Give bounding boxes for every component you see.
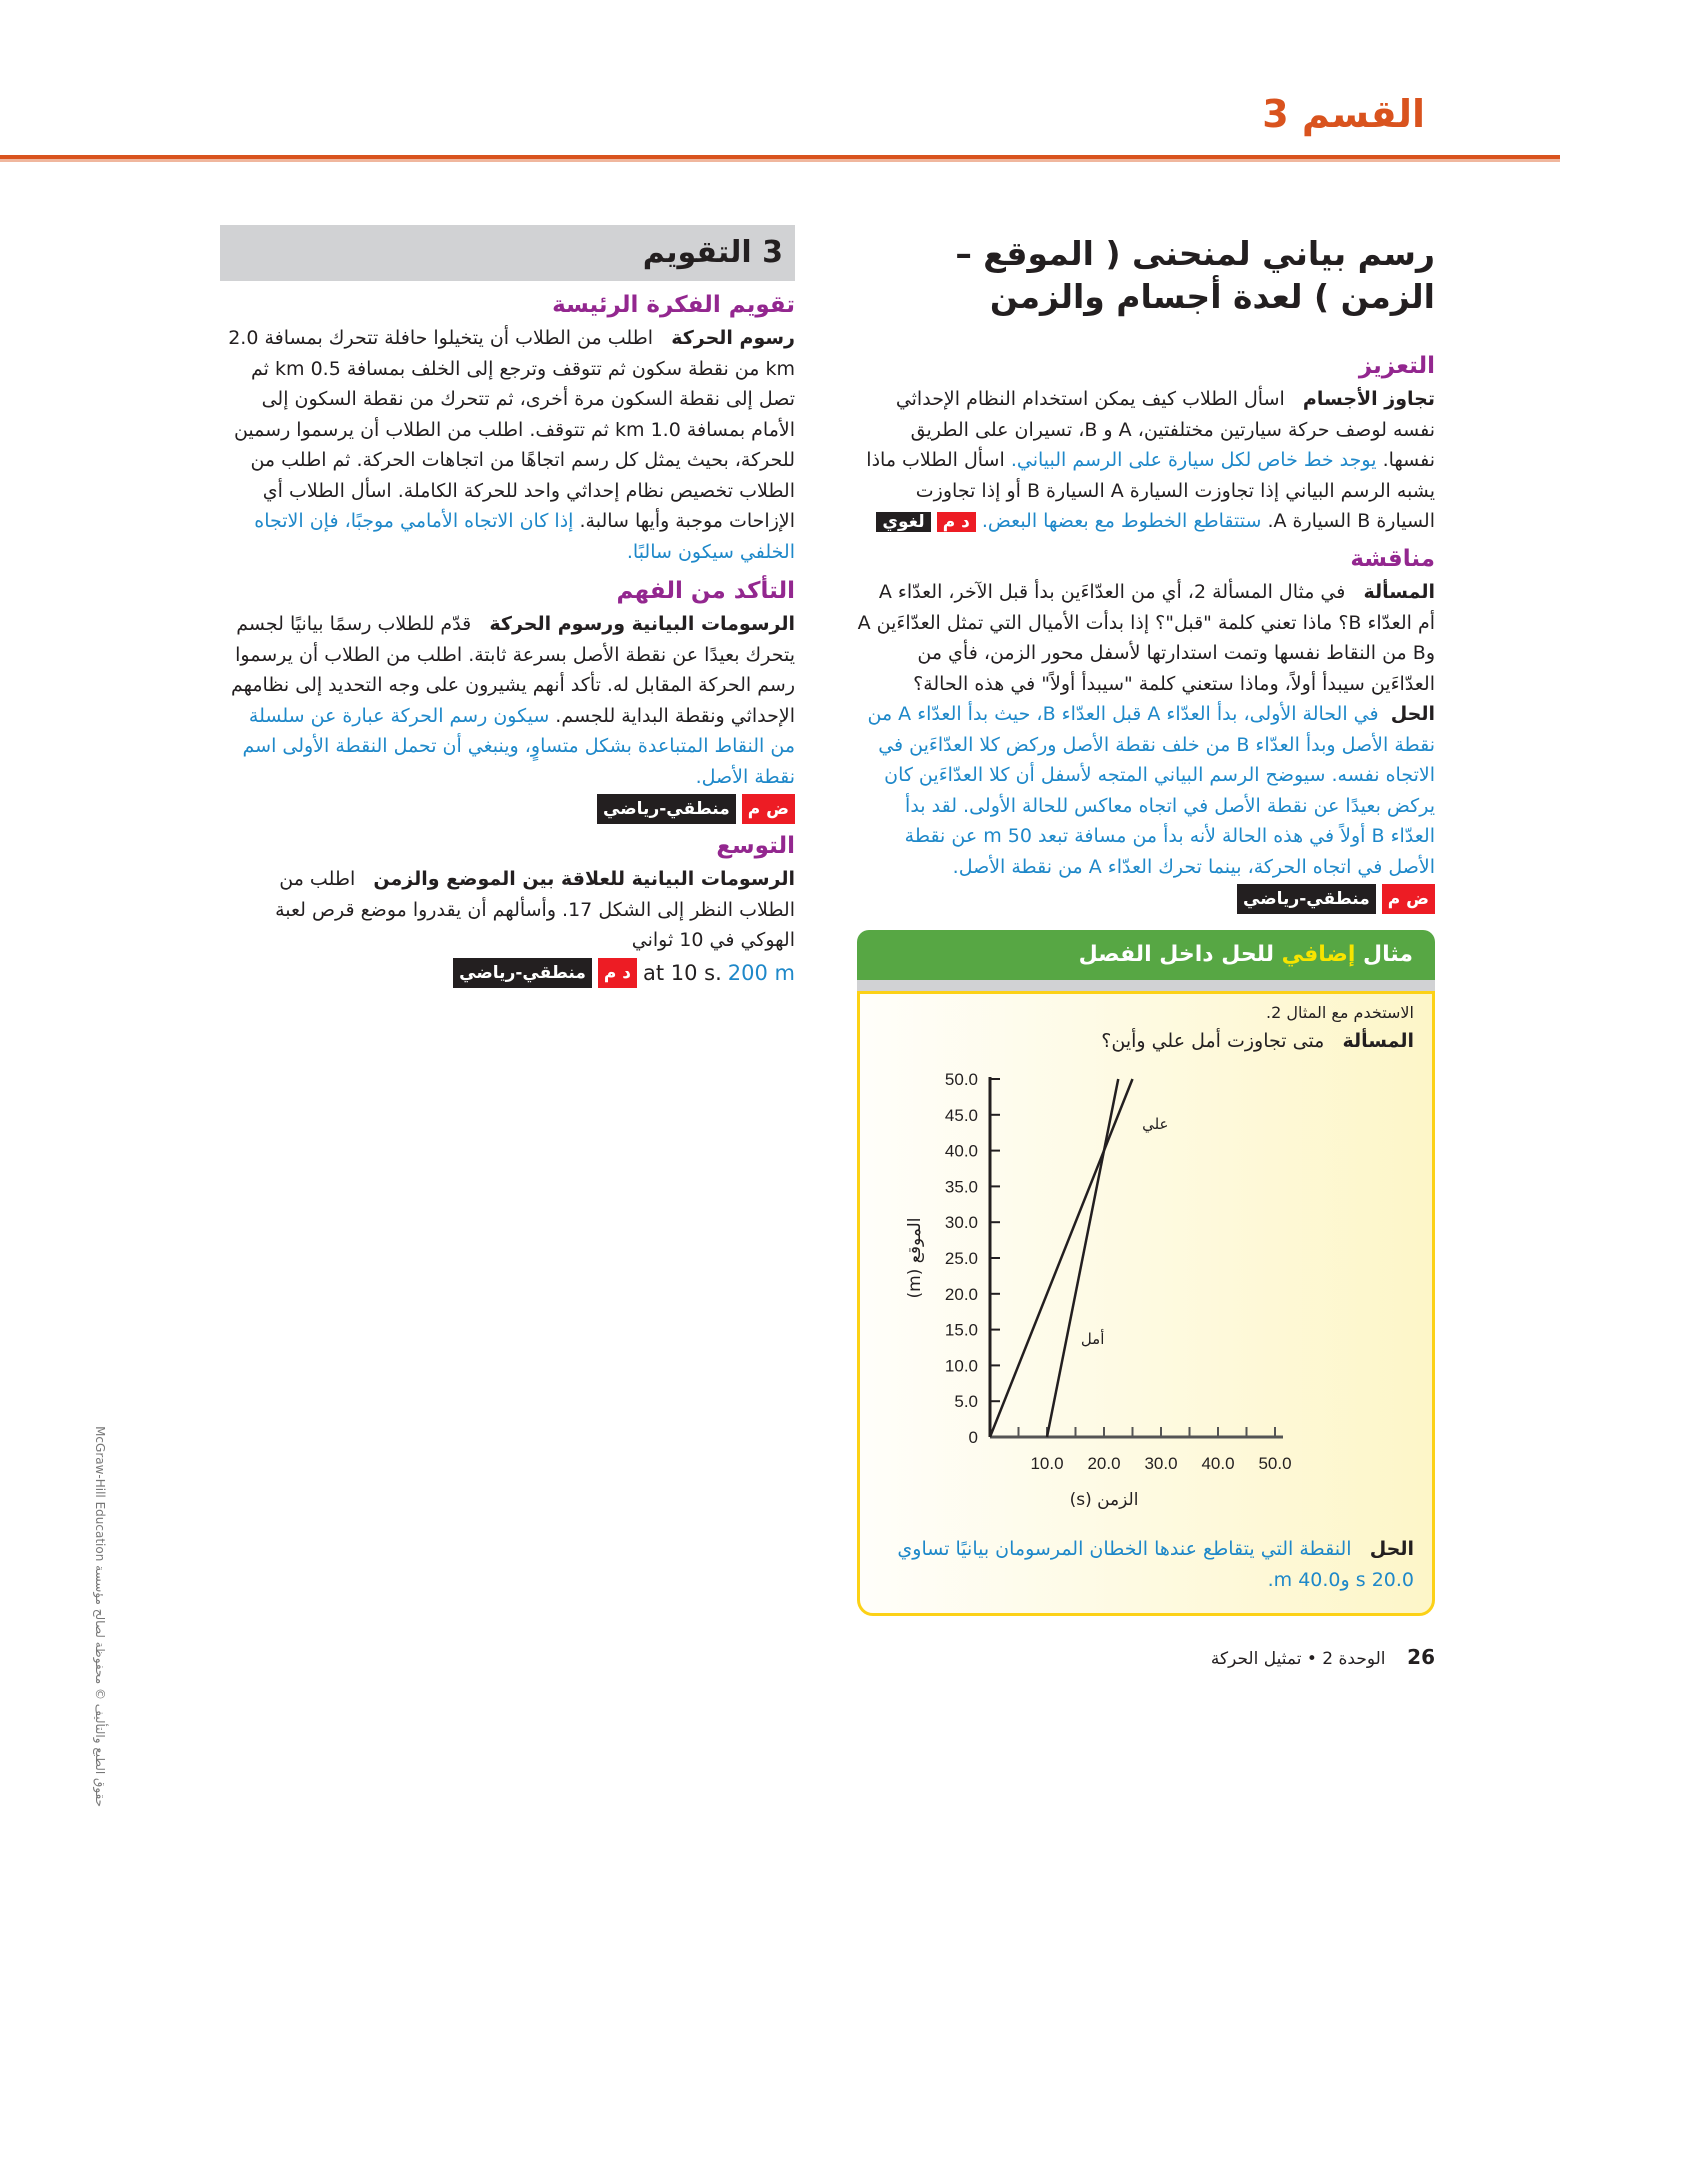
assessment-title: 3 التقويم xyxy=(642,235,783,270)
example-box xyxy=(857,991,1435,1616)
y-tick-label: 10.0 xyxy=(944,1356,978,1376)
header-rule xyxy=(0,155,1560,162)
example-solution xyxy=(878,1534,1414,1595)
check-answer: سيكون رسم الحركة عبارة عن سلسلة من النقاط المتباعدة بشكل متساوٍ، وينبغي أن تحمل النقطة الأولى اسم نقطة الأصل. xyxy=(242,704,795,788)
problem-lead: المسألة xyxy=(1342,1030,1414,1052)
example-title-b: إضافي xyxy=(1281,942,1356,967)
x-tick-label: 40.0 xyxy=(1201,1454,1235,1473)
example-header xyxy=(857,930,1435,980)
discussion-answer xyxy=(857,699,1435,882)
answer-text: في الحالة الأولى، بدأ العدّاء A قبل العدّاء B، حيث بدأ العدّاء A من نقطة الأصل وبدأ العدّاء B من خلف نقطة الأصل وركض كلا العدّاءَين في الاتجاه نفسه. سيوضح الرسم البياني المتجه لأسفل أن كلا العدّاءَين كان يركض بعيدًا عن نقطة الأصل في اتجاه معاكس للحالة الأولى. لقد بدأ العدّاء B أولاً في هذه الحالة لأنه بدأ من مسافة تبعد 50 m عن نقطة الأصل في اتجاه الحركة، بينما تحرك العدّاء A من نقطة الأصل. xyxy=(867,703,1435,878)
extend-paragraph xyxy=(220,864,795,956)
badge-style: منطقي-رياضي xyxy=(1237,884,1376,914)
extend-lead: الرسومات البيانية للعلاقة بين الموضع والزمن xyxy=(373,868,795,890)
y-tick-label: 50.0 xyxy=(944,1070,978,1089)
example-title-c: للحل داخل الفصل xyxy=(1078,942,1282,967)
series-label-2: أمل xyxy=(1080,1329,1105,1348)
discussion-question xyxy=(857,577,1435,699)
reinforce-text-2: اسأل الطلاب ماذا يشبه الرسم البياني إذا تجاوزت السيارة A السيارة B أو إذا تجاوزت السيارة B السيارة A. xyxy=(866,449,1435,532)
y-tick-label: 20.0 xyxy=(944,1284,978,1304)
check-text: قدّم للطلاب رسمًا بيانيًا لجسم يتحرك بعيدًا عن نقطة الأصل بسرعة ثابتة. اطلب من الطلاب أن يرسموا رسم الحركة المقابل له. تأكد أنهم يشيرون على وجه التحديد إلى نظامهم الإحداثي ونقطة البداية للجسم. xyxy=(230,613,795,727)
section-heading: القسم 3 xyxy=(1262,92,1425,136)
example-problem xyxy=(878,1026,1414,1056)
x-tick-label: 20.0 xyxy=(1087,1454,1121,1473)
badge-style: لغوي xyxy=(876,512,930,532)
badge-level: ض م xyxy=(742,794,795,824)
main-idea-heading: تقويم الفكرة الرئيسة xyxy=(552,292,795,318)
left-column xyxy=(220,225,795,988)
y-tick-label: 15.0 xyxy=(944,1320,978,1340)
badge-level: ض م xyxy=(1382,884,1435,914)
extend-heading: التوسع xyxy=(716,833,795,859)
unit-label: الوحدة 2 • تمثيل الحركة xyxy=(1210,1649,1386,1669)
copyright-note: حقوق الطبع والتأليف © محفوظة لصالح مؤسسة McGraw-Hill Education xyxy=(93,1426,107,1807)
check-lead: الرسومات البيانية ورسوم الحركة xyxy=(489,613,795,635)
extend-answer-suffix: at 10 s. xyxy=(642,960,722,985)
main-idea-paragraph xyxy=(220,323,795,567)
badge-level: د م xyxy=(937,512,976,532)
discussion-text: في مثال المسألة 2، أي من العدّاءَين بدأ قبل الآخر، العدّاء A أم العدّاء B؟ ماذا تعني كلمة "قبل"؟ إذا بدأت الأميال التي تمثل العدّاءَين A وB من النقاط نفسها وتمت استدارتها لأسفل محور الزمن، فأي من العدّاءَين سيبدأ أولاً، وماذا ستعني كلمة "سيبدأ أولاً" في هذه الحالة؟ xyxy=(857,581,1435,695)
series-line-1 xyxy=(990,1079,1133,1437)
use-with-note: الاستخدم مع المثال 2. xyxy=(1266,1003,1414,1022)
y-axis-label: الموقع (m) xyxy=(905,1217,925,1299)
page-number: 26 xyxy=(1407,1645,1435,1669)
example-strip xyxy=(857,980,1435,991)
assessment-bar xyxy=(220,225,795,281)
extend-answer-row xyxy=(220,958,795,989)
answer-lead: الحل xyxy=(1390,703,1435,725)
y-tick-label: 5.0 xyxy=(954,1392,978,1412)
series-label-1: علي xyxy=(1142,1115,1169,1134)
y-tick-label: 30.0 xyxy=(944,1213,978,1233)
check-paragraph xyxy=(220,609,795,792)
discussion-badges xyxy=(857,884,1435,914)
check-heading: التأكد من الفهم xyxy=(616,578,795,604)
y-tick-label: 40.0 xyxy=(944,1141,978,1161)
badge-style: منطقي-رياضي xyxy=(597,794,736,824)
page-footer xyxy=(857,1642,1435,1675)
lesson-title: رسم بياني لمنحنى ( الموقع – الزمن ) لعدة أجسام والزمن xyxy=(955,234,1435,316)
right-column xyxy=(857,232,1435,1675)
extend-text: اطلب من الطلاب النظر إلى الشكل 17. وأسألهم أن يقدروا موضع قرص لعبة الهوكي في 10 ثواني xyxy=(275,868,795,951)
main-idea-text: اطلب من الطلاب أن يتخيلوا حافلة تتحرك بمسافة 2.0 km من نقطة سكون ثم تتوقف وترجع إلى الخلف بمسافة 0.5 km ثم تصل إلى نقطة السكون مرة أخرى، ثم تتحرك من نقطة السكون إلى الأمام بمسافة 1.0 km ثم تتوقف. اطلب من الطلاب أن يرسموا رسمين للحركة، بحيث يمثل كل رسم اتجاهًا من اتجاهات الحركة. ثم اطلب من الطلاب تخصيص نظام إحداثي واحد للحركة الكاملة. اسأل الطلاب أي الإزاحات موجبة وأيها سالبة. xyxy=(228,327,795,532)
extend-answer: 200 m xyxy=(727,960,795,985)
x-axis-label: الزمن (s) xyxy=(1069,1490,1139,1510)
x-tick-label: 50.0 xyxy=(1258,1454,1292,1473)
position-time-chart xyxy=(860,1056,1390,1526)
main-idea-lead: رسوم الحركة xyxy=(671,327,795,349)
discussion-lead: المسألة xyxy=(1363,581,1435,603)
y-tick-label: 35.0 xyxy=(944,1177,978,1197)
x-tick-label: 30.0 xyxy=(1144,1454,1178,1473)
y-tick-label: 25.0 xyxy=(944,1249,978,1268)
series-line-2 xyxy=(1047,1079,1118,1437)
solution-lead: الحل xyxy=(1369,1538,1414,1560)
reinforce-lead: تجاوز الأجسام xyxy=(1302,388,1435,410)
reinforce-answer-2: ستتقاطع الخطوط مع بعضها البعض. xyxy=(981,510,1262,532)
reinforce-section xyxy=(857,348,1435,914)
reinforce-answer-1: يوجد خط خاص لكل سيارة على الرسم البياني. xyxy=(1010,449,1377,471)
x-tick-label: 10.0 xyxy=(1030,1454,1064,1473)
badge-style: منطقي-رياضي xyxy=(453,958,592,989)
check-badges xyxy=(220,794,795,824)
badge-level: د م xyxy=(598,958,637,989)
y-tick-label: 45.0 xyxy=(944,1105,978,1125)
example-title-a: مثال xyxy=(1355,942,1413,967)
problem-text: متى تجاوزت أمل علي وأين؟ xyxy=(1101,1030,1325,1052)
reinforce-heading: التعزيز xyxy=(1358,353,1435,379)
example-block xyxy=(857,930,1435,1616)
reinforce-text: اسأل الطلاب كيف يمكن استخدام النظام الإحداثي نفسه لوصف حركة سيارتين مختلفتين، A و B، تسيران على الطريق نفسها. xyxy=(895,388,1435,471)
solution-text: النقطة التي يتقاطع عندها الخطان المرسومان بيانيًا تساوي 20.0 s و40.0 m. xyxy=(897,1538,1414,1591)
discussion-heading: مناقشة xyxy=(1350,546,1435,572)
main-idea-answer: إذا كان الاتجاه الأمامي موجبًا، فإن الاتجاه الخلفي سيكون سالبًا. xyxy=(254,510,795,563)
y-tick-label: 0 xyxy=(968,1428,978,1447)
reinforce-paragraph xyxy=(857,384,1435,537)
